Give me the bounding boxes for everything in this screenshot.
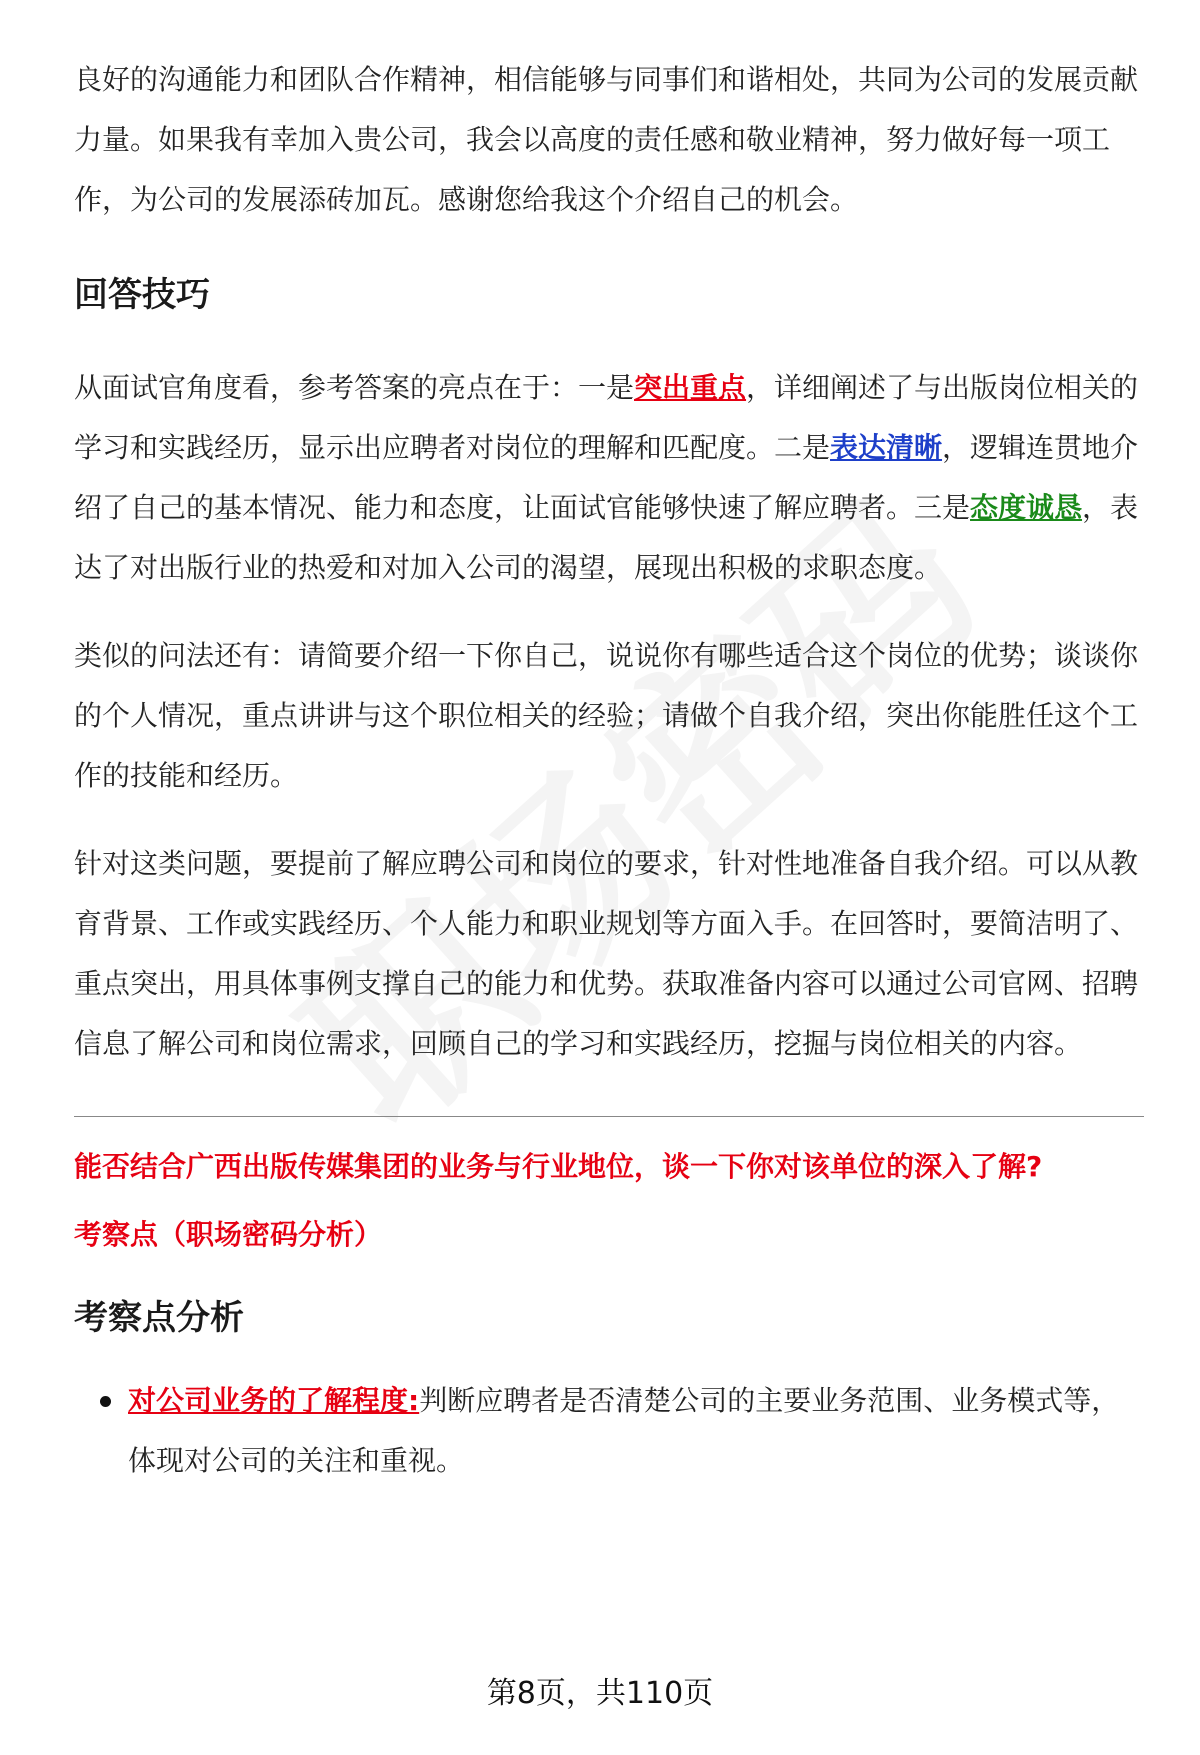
- bullet-text: 判断应聘者是否清楚公司的主要业务范围、业务模式等，体现对公司的关注和重视。: [128, 1384, 1120, 1477]
- list-item: [74, 1371, 1144, 1491]
- bullet-icon: [100, 1396, 111, 1407]
- text-segment: ，表达了对出版行业的热爱和对加入公司的渴望，展现出积极的求职态度。: [74, 491, 1139, 584]
- page-number-footer: 第8页，共110页: [486, 1676, 714, 1711]
- text-segment: ，详细阐述了与出版岗位相关的学习和实践经历，显示出应聘者对岗位的理解和匹配度。二是: [74, 371, 1139, 464]
- tips-paragraph-highlights: [74, 358, 1144, 598]
- analysis-list: [74, 1371, 1144, 1491]
- exam-point-label: 考察点（职场密码分析）: [74, 1218, 383, 1251]
- text-segment: ，逻辑连贯地介绍了自己的基本情况、能力和态度，让面试官能够快速了解应聘者。三是: [74, 431, 1139, 524]
- highlight-sincere-attitude: 态度诚恳: [970, 491, 1083, 524]
- section-divider: [74, 1116, 1144, 1117]
- text-segment: 从面试官角度看，参考答案的亮点在于：一是: [74, 371, 635, 404]
- intro-paragraph: 良好的沟通能力和团队合作精神，相信能够与同事们和谐相处，共同为公司的发展贡献力量。如果我有幸加入贵公司，我会以高度的责任感和敬业精神，努力做好每一项工作，为公司的发展添砖加瓦。感谢您给我这个介绍自己的机会。: [74, 63, 1139, 216]
- bullet-label: 对公司业务的了解程度:: [128, 1384, 420, 1417]
- document-page: [74, 50, 1144, 1491]
- preparation-advice-paragraph: 针对这类问题，要提前了解应聘公司和岗位的要求，针对性地准备自我介绍。可以从教育背景、工作或实践经历、个人能力和职业规划等方面入手。在回答时，要简洁明了、重点突出，用具体事例支撑自己的能力和优势。获取准备内容可以通过公司官网、招聘信息了解公司和岗位需求，回顾自己的学习和实践经历，挖掘与岗位相关的内容。: [74, 847, 1139, 1060]
- highlight-key-point: 突出重点: [634, 371, 747, 404]
- highlight-clear-expression: 表达清晰: [830, 431, 943, 464]
- interview-question: 能否结合广西出版传媒集团的业务与行业地位，谈一下你对该单位的深入了解?: [74, 1150, 1043, 1183]
- similar-questions-paragraph: 类似的问法还有：请简要介绍一下你自己，说说你有哪些适合这个岗位的优势；谈谈你的个人情况，重点讲讲与这个职位相关的经验；请做个自我介绍，突出你能胜任这个工作的技能和经历。: [74, 639, 1139, 792]
- section-heading-exam-analysis: 考察点分析: [74, 1298, 244, 1338]
- section-heading-answer-tips: 回答技巧: [74, 275, 210, 315]
